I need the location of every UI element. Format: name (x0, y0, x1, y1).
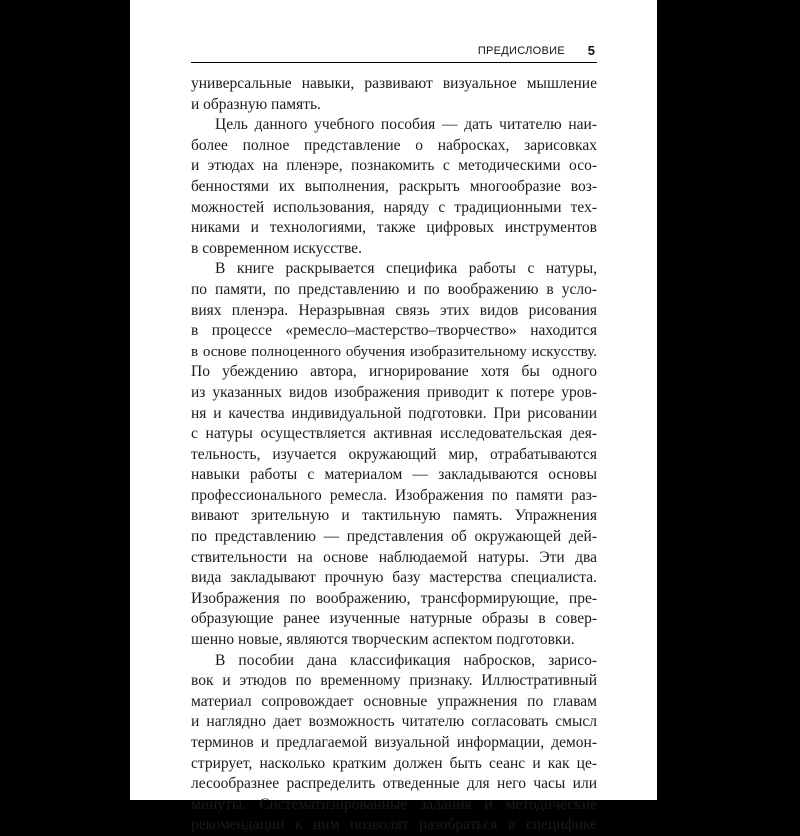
text-line: можностей использования, наряду с традиционными тех- (191, 198, 597, 216)
text-line: Цель данного учебного пособия — дать читателю наи- (215, 116, 597, 134)
text-line: ствительности на основе наблюдаемой натуры. Эти два (191, 548, 597, 566)
text-line: вок и этюдов по временному признаку. Иллюстративный (191, 672, 597, 690)
text-line: ня и качества индивидуальной подготовки. При рисовании (191, 404, 597, 422)
text-line: Изображения по воображению, трансформирующие, пре- (191, 589, 597, 607)
text-line: бенностями их выполнения, раскрыть многообразие воз- (191, 177, 597, 195)
text-line: и наглядно дает возможность читателю согласовать смысл (191, 713, 597, 731)
text-line: В книге раскрывается специфика работы с натуры, (215, 260, 597, 278)
text-line: в современном искусстве. (191, 239, 362, 257)
text-line: универсальные навыки, развивают визуальное мышление (191, 75, 597, 92)
text-line: с натуры осуществляется активная исследовательская дея- (191, 425, 597, 443)
running-head (191, 40, 597, 63)
text-line: рекомендации к ним позволят разобраться в специфике (191, 816, 597, 834)
text-line: по памяти, по представлению и по воображению в усло- (191, 280, 597, 298)
text-line: навыки работы с материалом — закладываются основы (191, 466, 597, 484)
text-line: По убеждению автора, игнорирование хотя бы одного (191, 363, 597, 381)
text-line: из указанных видов изображения приводит к потере уров- (191, 383, 597, 401)
text-line: в основе полноценного обучения изобразительному искусству. (191, 343, 597, 360)
page-number: 5 (587, 43, 595, 58)
text-line: тельность, изучается окружающий мир, отрабатываются (191, 445, 597, 463)
text-line: в процессе «ремесло–мастерство–творчество» находится (191, 322, 597, 340)
text-line: профессионального ремесла. Изображения по памяти раз- (191, 486, 597, 504)
text-line: и этюдах на пленэре, познакомить с методическими осо- (191, 157, 597, 175)
text-line: виях пленэра. Неразрывная связь этих видов рисования (191, 301, 597, 319)
text-line: вивают зрительную и тактильную память. Упражнения (191, 507, 597, 525)
text-line: и образную память. (191, 95, 321, 113)
text-line: по представлению — представления об окружающей дей- (191, 528, 597, 546)
text-line: В пособии дана классификация набросков, зарисо- (215, 651, 597, 669)
text-line: более полное представление о набросках, зарисовках (191, 136, 597, 154)
text-line: вида закладывают прочную базу мастерства специалиста. (191, 569, 597, 587)
text-line: шенно новые, являются творческим аспектом подготовки. (191, 631, 575, 649)
text-line: терминов и предлагаемой визуальной информации, демон- (191, 734, 597, 751)
text-line: стрирует, насколько кратким должен быть сеанс и как це- (191, 754, 597, 772)
text-line: лесообразнее распределить отведенные для него часы или (191, 775, 597, 793)
text-line: материал сопровождает основные упражнения по главам (191, 692, 597, 710)
body-text (191, 74, 597, 836)
text-line: никами и технологиями, также цифровых инструментов (191, 219, 597, 237)
running-head-title: ПРЕДИСЛОВИЕ (477, 45, 565, 57)
text-line: образующие ранее изученные натурные образы в совер- (191, 610, 597, 628)
text-line: минуты. Систематизированные задания и методические (191, 795, 597, 813)
